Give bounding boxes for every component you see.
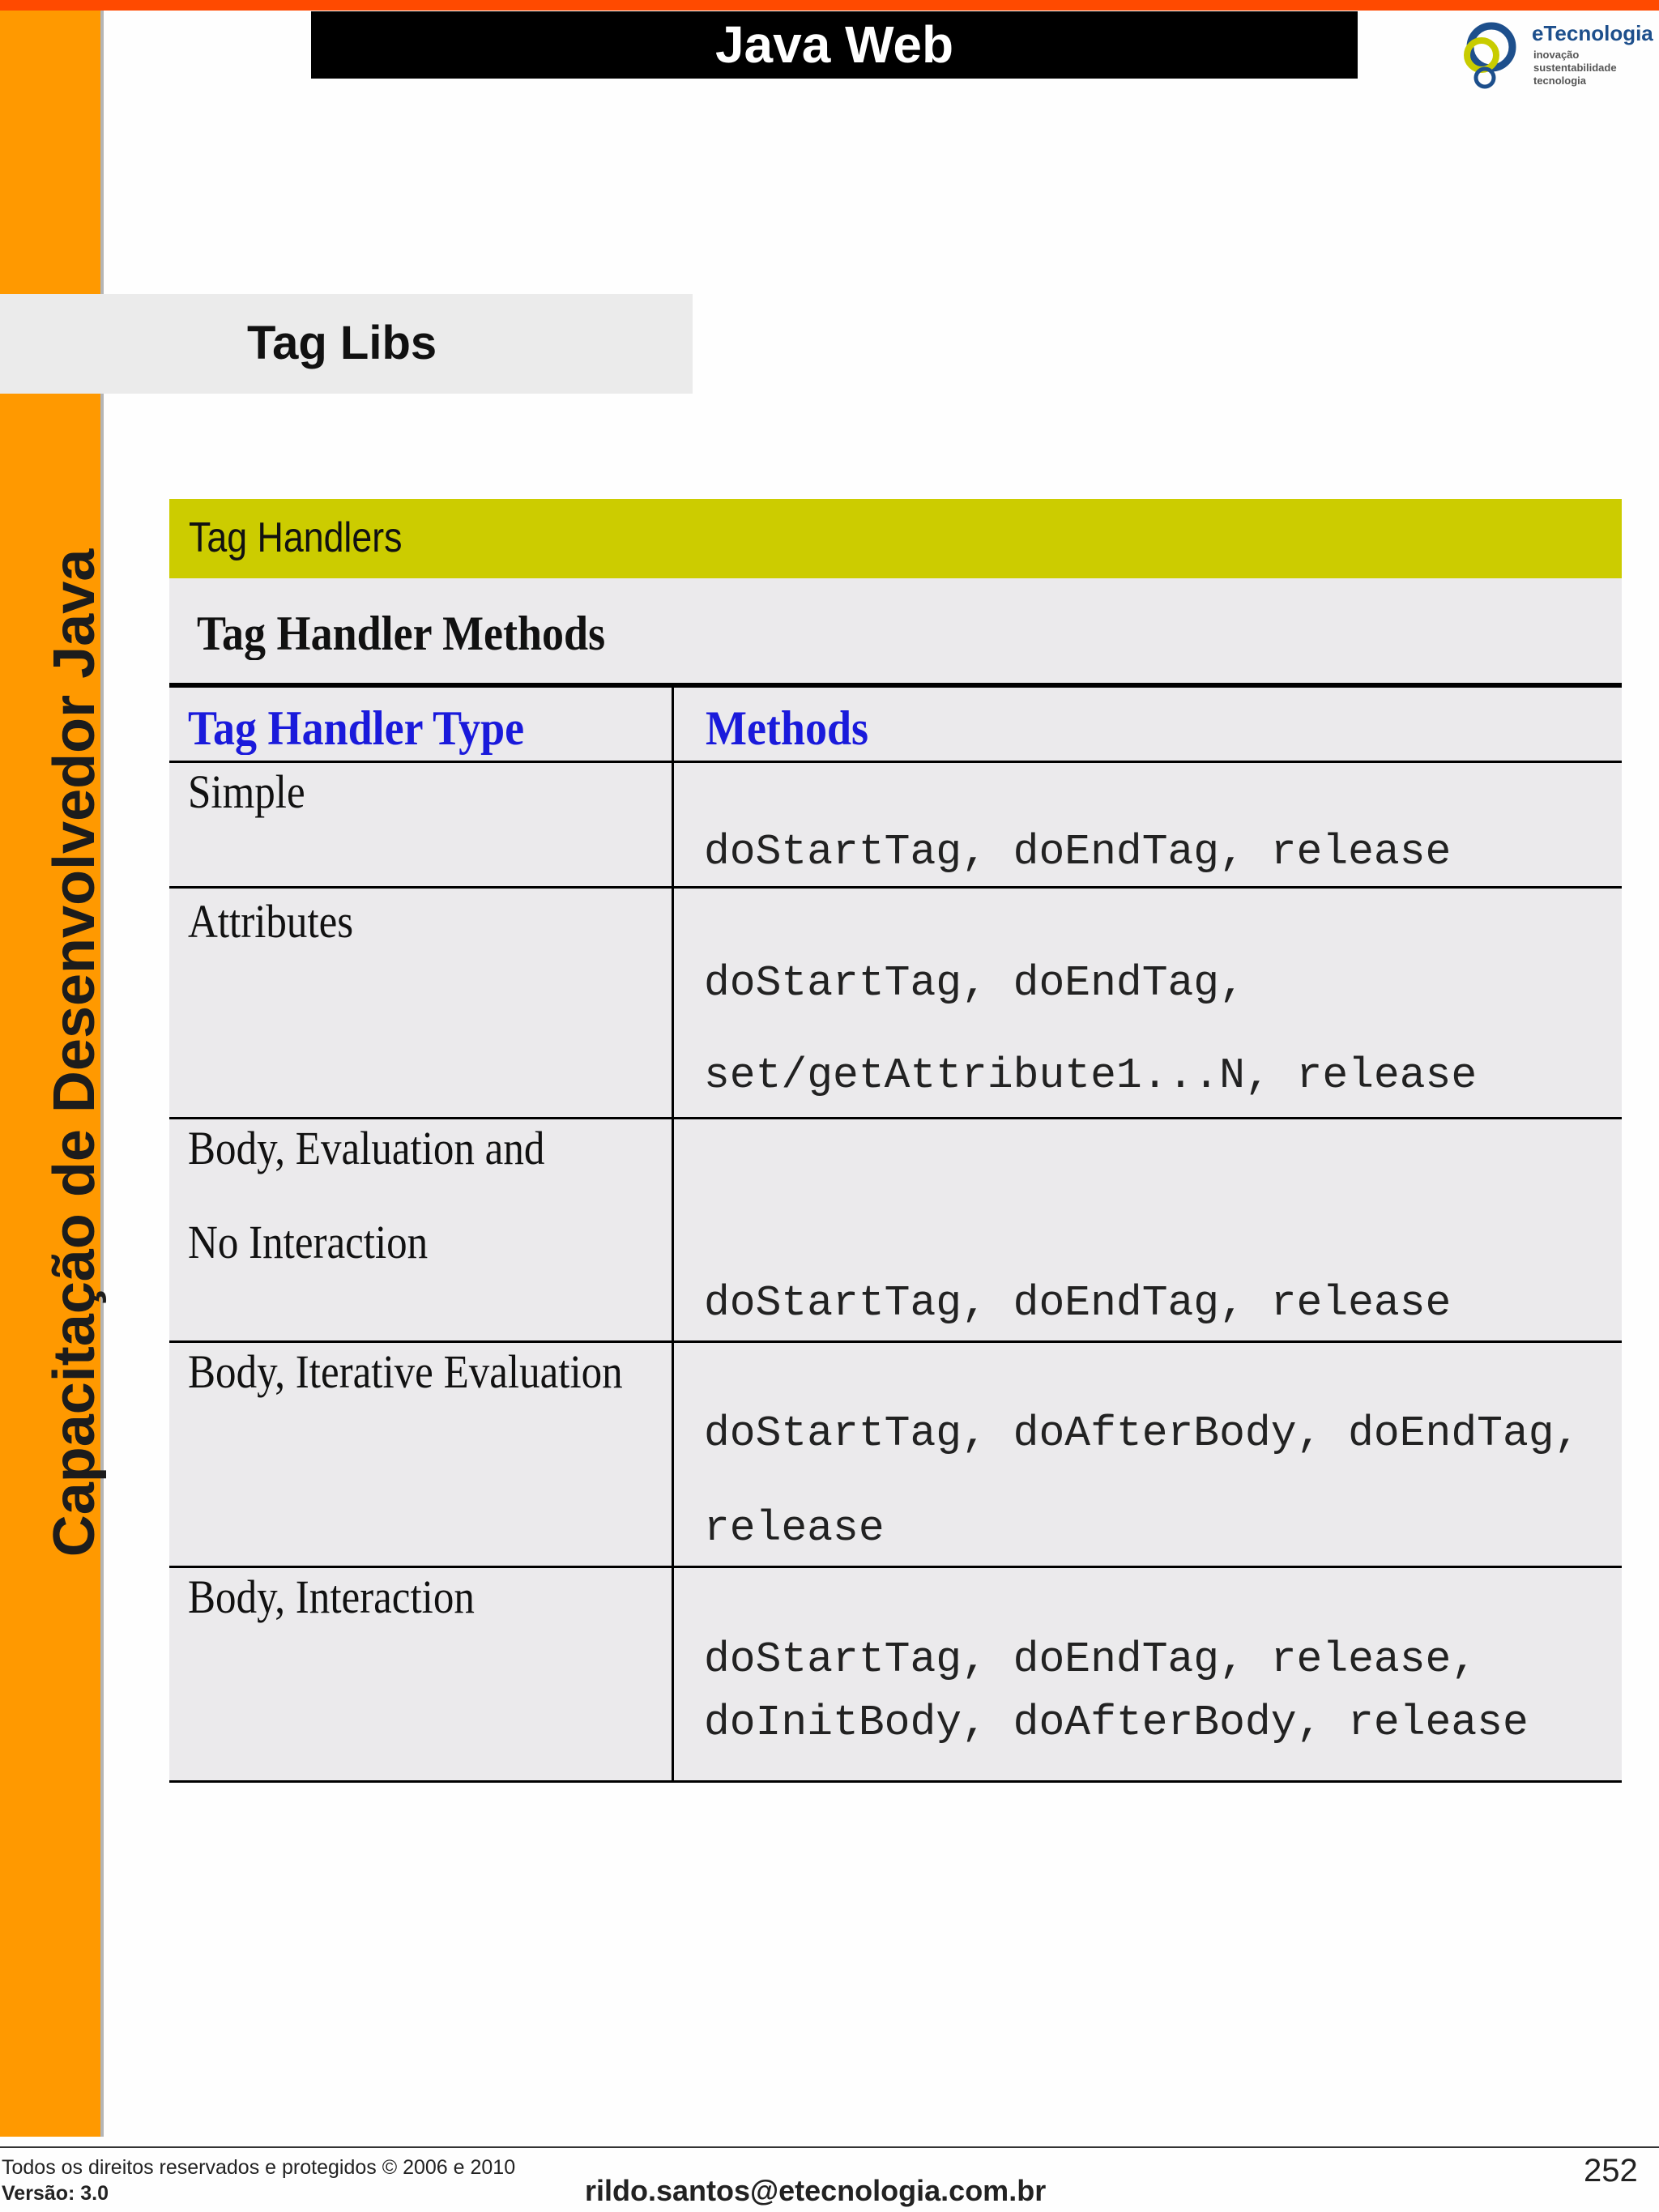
section-title: Tag Libs: [247, 317, 437, 369]
table-title: Tag Handler Methods: [197, 607, 606, 660]
row-divider: [169, 1117, 1622, 1119]
cell-methods: doStartTag, doAfterBody, doEndTag,: [704, 1409, 1580, 1458]
row-divider: [169, 761, 1622, 763]
cell-type-body-iterative: Body, Iterative Evaluation: [188, 1345, 623, 1398]
logo-rings-icon: [1452, 18, 1525, 92]
column-divider: [672, 688, 674, 1783]
cell-methods: doStartTag, doEndTag,: [704, 959, 1245, 1008]
cell-methods: doInitBody, doAfterBody, release: [704, 1698, 1529, 1747]
footer-copyright: Todos os direitos reservados e protegidos © 2006 e 2010: [2, 2156, 516, 2179]
logo-name: eTecnologia: [1532, 21, 1653, 45]
cell-type-simple: Simple: [188, 765, 305, 818]
row-divider: [169, 1780, 1622, 1783]
row-divider: [169, 1340, 1622, 1343]
page-number: 252: [1584, 2153, 1638, 2189]
column-header-type: Tag Handler Type: [188, 701, 525, 755]
logo-tagline: sustentabilidade: [1533, 62, 1617, 74]
cell-type-attributes: Attributes: [188, 895, 354, 948]
sidebar-vertical-title: Capacitação de Desenvolvedor Java: [42, 548, 107, 1558]
cell-type-body-evaluation: No Interaction: [188, 1216, 429, 1268]
footer-rule: [0, 2146, 1659, 2148]
etecnologia-logo: [1452, 18, 1655, 92]
row-divider: [169, 886, 1622, 889]
table-top-rule: [169, 683, 1622, 688]
cell-methods: set/getAttribute1...N, release: [704, 1051, 1478, 1100]
cell-methods: doStartTag, doEndTag, release: [704, 1279, 1452, 1328]
logo-tagline: inovação: [1533, 49, 1580, 61]
top-accent-strip: [0, 0, 1659, 11]
cell-type-body-interaction: Body, Interaction: [188, 1571, 475, 1623]
column-header-methods: Methods: [706, 701, 869, 755]
footer-email: rildo.santos@etecnologia.com.br: [585, 2174, 1047, 2207]
page-title: Java Web: [311, 11, 1358, 79]
panel-header: [169, 499, 1622, 578]
cell-methods: doStartTag, doEndTag, release,: [704, 1635, 1478, 1684]
cell-methods: release: [704, 1504, 885, 1553]
panel-header-label: Tag Handlers: [189, 514, 403, 561]
logo-tagline: tecnologia: [1533, 75, 1587, 87]
footer-version: Versão: 3.0: [2, 2182, 109, 2205]
cell-methods: doStartTag, doEndTag, release: [704, 828, 1452, 876]
cell-type-body-evaluation: Body, Evaluation and: [188, 1122, 545, 1174]
row-divider: [169, 1566, 1622, 1568]
